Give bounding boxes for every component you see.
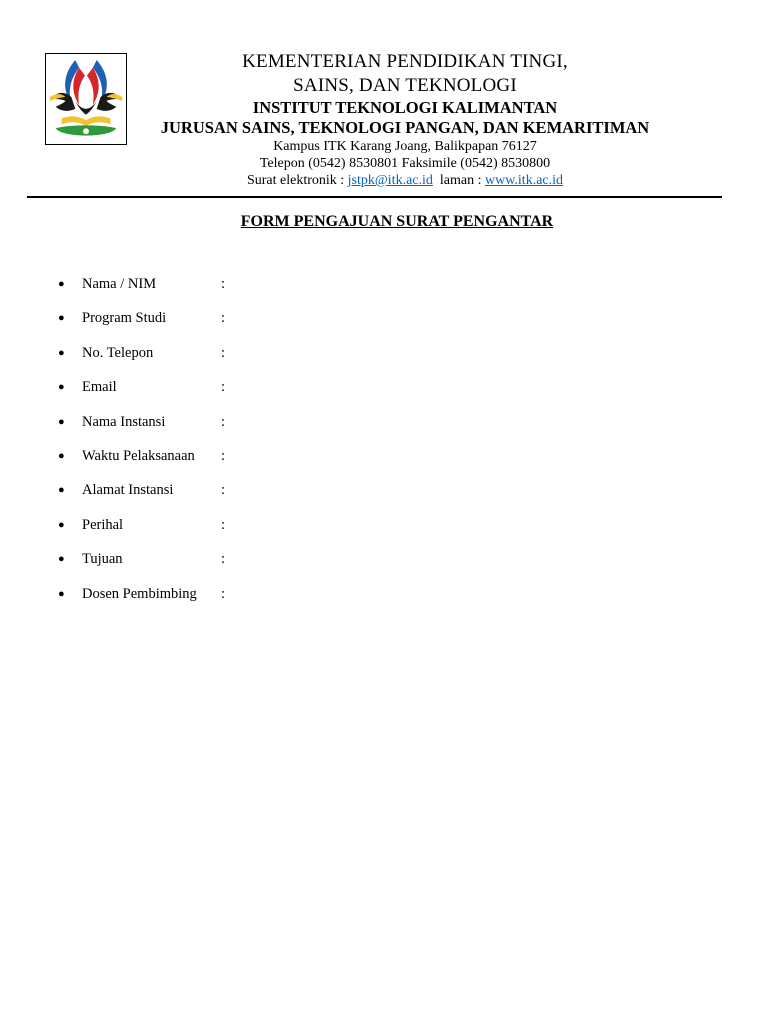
bullet-icon: ● xyxy=(58,278,65,290)
form-field-row xyxy=(0,377,768,411)
institute-logo xyxy=(45,53,127,145)
field-colon: : xyxy=(221,482,226,499)
form-title: FORM PENGAJUAN SURAT PENGANTAR xyxy=(240,213,554,230)
bullet-icon: ● xyxy=(58,381,65,394)
field-label-tujuan: Tujuan xyxy=(82,551,123,568)
itk-emblem-icon xyxy=(46,54,126,144)
field-label-no-telepon: No. Telepon xyxy=(82,344,154,361)
bullet-icon: ● xyxy=(58,484,65,497)
bullet-icon: ● xyxy=(58,346,65,359)
field-label-program-studi: Program Studi xyxy=(82,310,167,327)
contact-line xyxy=(130,172,680,189)
field-label-dosen-pembimbing: Dosen Pembimbing xyxy=(82,585,197,602)
ministry-line-1: KEMENTERIAN PENDIDIKAN TINGI, xyxy=(242,51,568,72)
letterhead xyxy=(130,50,680,189)
field-label-nama-nim: Nama / NIM xyxy=(82,276,157,292)
field-colon: : xyxy=(221,516,226,533)
bullet-icon: ● xyxy=(58,415,65,428)
letterhead-divider xyxy=(27,196,722,198)
field-colon: : xyxy=(221,447,226,464)
phone-fax: Telepon (0542) 8530801 Faksimile (0542) 8530800 xyxy=(259,156,551,171)
institute-name: INSTITUT TEKNOLOGI KALIMANTAN xyxy=(252,98,558,117)
form-field-row xyxy=(0,446,768,480)
website-link[interactable]: www.itk.ac.id xyxy=(485,173,564,188)
form-field-row xyxy=(0,412,768,446)
form-field-row xyxy=(0,274,768,308)
bullet-icon: ● xyxy=(58,518,65,531)
field-label-perihal: Perihal xyxy=(82,516,124,533)
field-colon: : xyxy=(221,344,226,361)
field-label-nama-instansi: Nama Instansi xyxy=(82,413,166,430)
form-field-row xyxy=(0,308,768,342)
field-colon: : xyxy=(221,310,226,327)
bullet-icon: ● xyxy=(58,312,65,325)
form-field-list xyxy=(0,274,768,618)
campus-address: Kampus ITK Karang Joang, Balikpapan 76127 xyxy=(273,139,537,154)
form-field-row xyxy=(0,343,768,377)
field-colon: : xyxy=(221,585,226,602)
field-colon: : xyxy=(221,379,226,396)
field-colon: : xyxy=(221,413,226,430)
form-field-row xyxy=(0,549,768,583)
field-label-email: Email xyxy=(82,379,117,396)
bullet-icon: ● xyxy=(58,449,65,462)
email-link[interactable]: jstpk@itk.ac.id xyxy=(347,173,433,188)
web-label: laman : xyxy=(439,173,485,188)
field-colon: : xyxy=(221,276,226,292)
bullet-icon: ● xyxy=(58,553,65,566)
form-field-row xyxy=(0,515,768,549)
field-label-alamat-instansi: Alamat Instansi xyxy=(82,482,174,499)
department-name: JURUSAN SAINS, TEKNOLOGI PANGAN, DAN KEMARITIMAN xyxy=(160,118,650,137)
form-field-row xyxy=(0,480,768,514)
form-field-row xyxy=(0,584,768,618)
email-label: Surat elektronik : xyxy=(246,173,348,188)
field-label-waktu-pelaksanaan: Waktu Pelaksanaan xyxy=(82,447,195,464)
ministry-line-2: SAINS, DAN TEKNOLOGI xyxy=(293,75,517,96)
field-colon: : xyxy=(221,551,226,568)
bullet-icon: ● xyxy=(58,587,65,600)
